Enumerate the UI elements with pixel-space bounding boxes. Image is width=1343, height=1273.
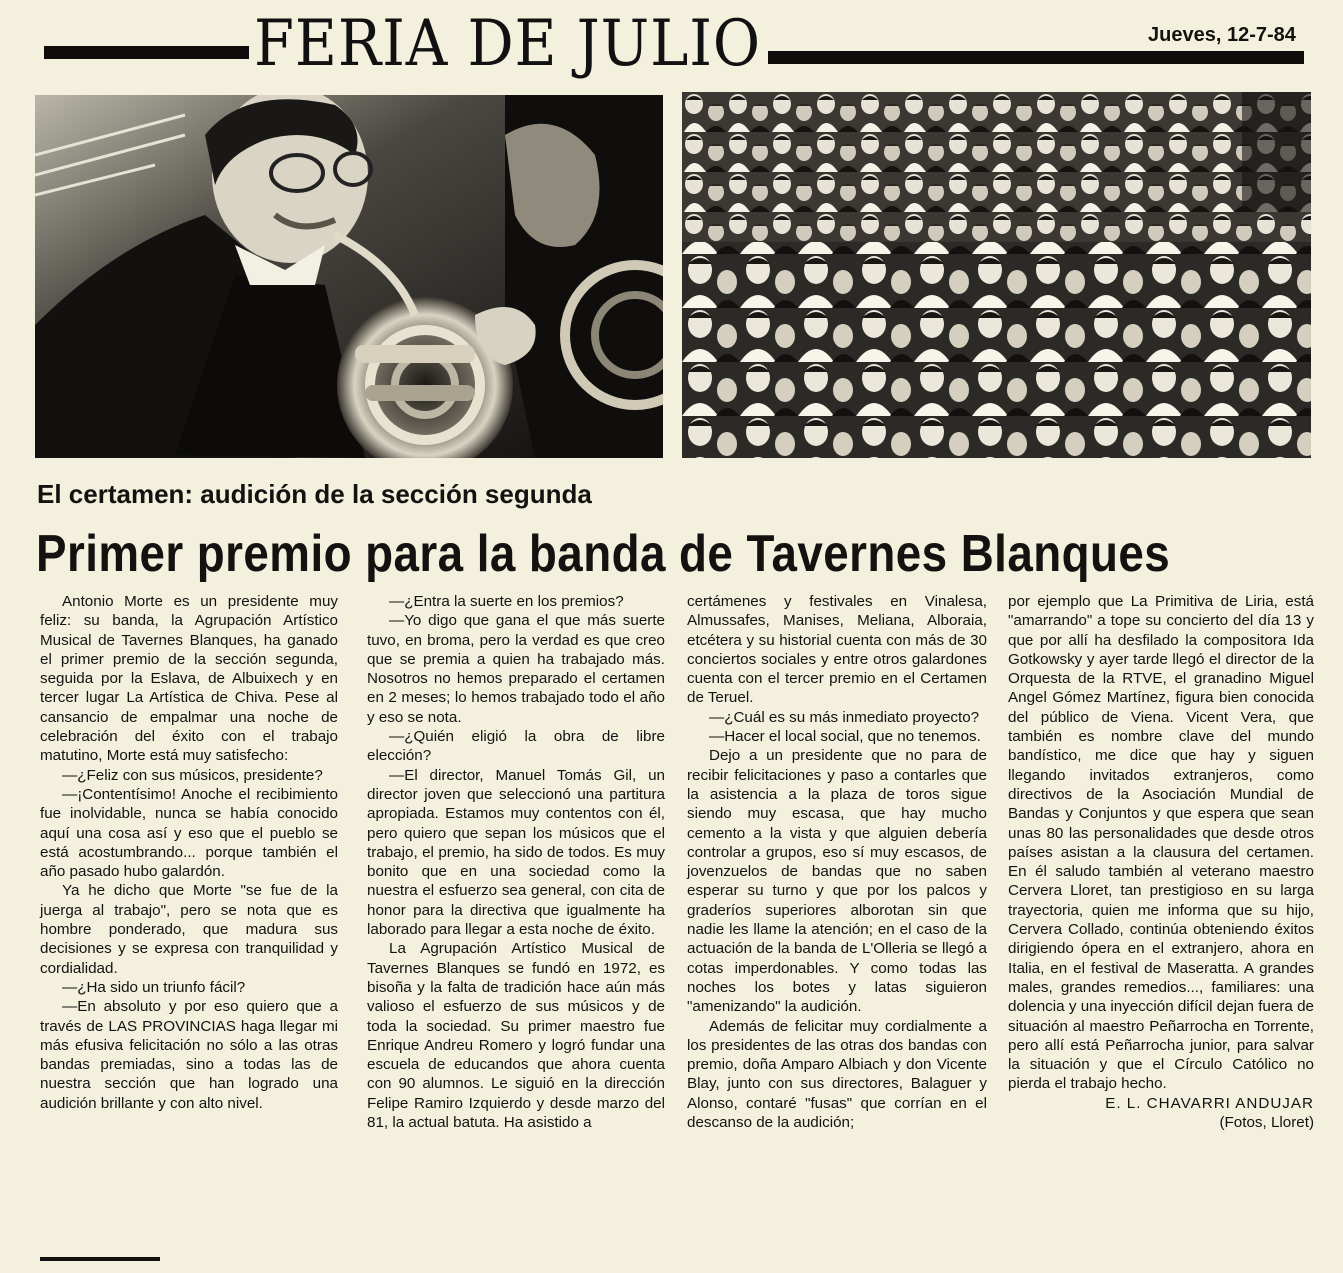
bottom-rule (40, 1257, 160, 1261)
paragraph: —¿Cuál es su más inmediato proyecto? (709, 708, 980, 726)
paragraph: Dejo a un presidente que no para de recibir felicitaciones y paso a contarles que la asistencia a la plaza de toros sigue siendo muy escasa, que hay mucho cemento a la vista y que alguien debería controlar a grupos, eso sí muy escasos, de jovenzuelos de bandas que no saben esperar su turno y que por los palcos y graderíos superiores alborotan sin que nadie les llame la atención; en el caso de la actuación de la banda de L'Olleria se llegó a cotas imperdonables. Y como todas las noches los botes y latas siguieron "amenizando" la audición. (687, 747, 987, 1016)
paragraph: certámenes y festivales en Vinalesa, Almussafes, Manises, Meliana, Alboraia, etcétera y su historial cuenta con más de 30 conciertos sociales y entre otros galardones cuenta con el tercer premio en el Certamen de Teruel. (687, 593, 987, 707)
article-column-1 (40, 592, 338, 1113)
paragraph: —¿Feliz con sus músicos, presidente? (62, 766, 323, 784)
horn-player-photo (35, 95, 663, 458)
masthead-rule-right (768, 51, 1304, 64)
paragraph: por ejemplo que La Primitiva de Liria, está "amarrando" a tope su concierto del día 13 y que por allí ha desfilado la compositora Ida Gotkowsky y ayer tarde llegó el director de la Orquesta de la RTVE, el granadino Miguel Angel Gómez Martínez, figura bien conocida del público de Viena. Vicent Vera, que también es nombre clave del mundo bandístico, me dice que hay y siguen llegando invitados extranjeros, como directivos de la Asociación Mundial de Bandas y Conjuntos y que espera que sean unas 80 las personalidades que desde otros países asistan a la clausura del certamen. En él saludo también al veterano maestro Cervera Lloret, tan prestigioso en su larga trayectoria, quien me informa que su hijo, Cervera Collado, continúa obteniendo éxitos dirigiendo ópera en el extranjero, ahora en Italia, en el festival de Maseratta. A grandes males, grandes remedios..., familiares: una dolencia y una inyección difícil dejan fuera de situación al maestro Peñarrocha en Torrente, pero allí está Peñarrocha junior, para salvar la situación y que el Círculo Católico no pierda el trabajo hecho. (1008, 593, 1314, 1093)
paragraph: Ya he dicho que Morte "se fue de la juerga al trabajo", pero se nota que es hombre ponderado, que madura sus decisiones y se expresa con tranquilidad y cordialidad. (40, 882, 338, 977)
paragraph: —¿Ha sido un triunfo fácil? (62, 978, 246, 996)
byline: E. L. CHAVARRI ANDUJAR (1105, 1094, 1314, 1112)
paragraph: —Hacer el local social, que no tenemos. (709, 728, 981, 746)
paragraph: —¿Entra la suerte en los premios? (389, 593, 624, 610)
article-kicker: El certamen: audición de la sección segunda (37, 479, 592, 509)
section-title: FERIA DE JULIO (254, 7, 762, 81)
article-column-3 (687, 592, 987, 1132)
paragraph: Antonio Morte es un presidente muy feliz: su banda, la Agrupación Artístico Musical de Tavernes Blanques, ha ganado el primer premio de la sección segunda, seguida por la Eslava, de Albuixech y en tercer lugar La Artística de Chiva. Pese al cansancio de empalmar una noche de celebración del éxito con el trabajo matutino, Morte está muy satisfecho: (40, 593, 338, 765)
issue-date: Jueves, 12-7-84 (1148, 24, 1296, 46)
paragraph: La Agrupación Artístico Musical de Tavernes Blanques se fundó en 1972, es bisoña y la falta de tradición hace aún más valioso el esfuerzo de sus músicos y de toda la sociedad. Su primer maestro fue Enrique Andreu Romero y logró fundar una escuela de educandos que ahora cuenta con 90 alumnos. Le siguió en la dirección Felipe Ramiro Izquierdo y desde marzo del 81, la actual batuta. Ha asistido a (367, 940, 665, 1132)
paragraph: —Yo digo que gana el que más suerte tuvo, en broma, pero la verdad es que creo que se premia a quien ha trabajado más. Nosotros no hemos preparado el certamen en 2 meses; lo hemos trabajado todo el año y eso se nota. (367, 612, 665, 726)
paragraph: —¿Quién eligió la obra de libre elección? (367, 728, 665, 765)
article-column-4 (1008, 592, 1314, 1132)
paragraph: —En absoluto y por eso quiero que a través de LAS PROVINCIAS haga llegar mi más efusiva felicitación no sólo a las otras bandas premiadas, sino a todas las de nuestra sección que han logrado una audición brillante y con alto nivel. (40, 998, 338, 1112)
paragraph: —¡Contentísimo! Anoche el recibimiento fue inolvidable, nunca se había conocido aquí una cosa así y eso que el pueblo se está acostumbrando... porque también el año pasado hubo galardón. (40, 785, 338, 881)
article-headline: Primer premio para la banda de Tavernes Blanques (36, 525, 1171, 583)
paragraph: —El director, Manuel Tomás Gil, un director joven que seleccionó una partitura apropiada. Estamos muy contentos con él, pero quiero que sepan los músicos que el trabajo, el premio, ha sido de todos. Es muy bonito que en una sociedad como la nuestra el esfuerzo sea general, con cita de honor para la directiva que igualmente ha laborado para llegar a esta noche de éxito. (367, 766, 665, 939)
photo-credit: (Fotos, Lloret) (1219, 1114, 1314, 1132)
audience-photo (682, 92, 1311, 458)
masthead-rule-left (44, 46, 249, 59)
paragraph: Además de felicitar muy cordialmente a los presidentes de las otras dos bandas con premio, doña Amparo Albiach y don Vicente Blay, junto con sus directores, Balaguer y Alonso, contaré "fusas" que corrían en el descanso de la audición; (687, 1017, 987, 1132)
article-column-2 (367, 592, 665, 1132)
